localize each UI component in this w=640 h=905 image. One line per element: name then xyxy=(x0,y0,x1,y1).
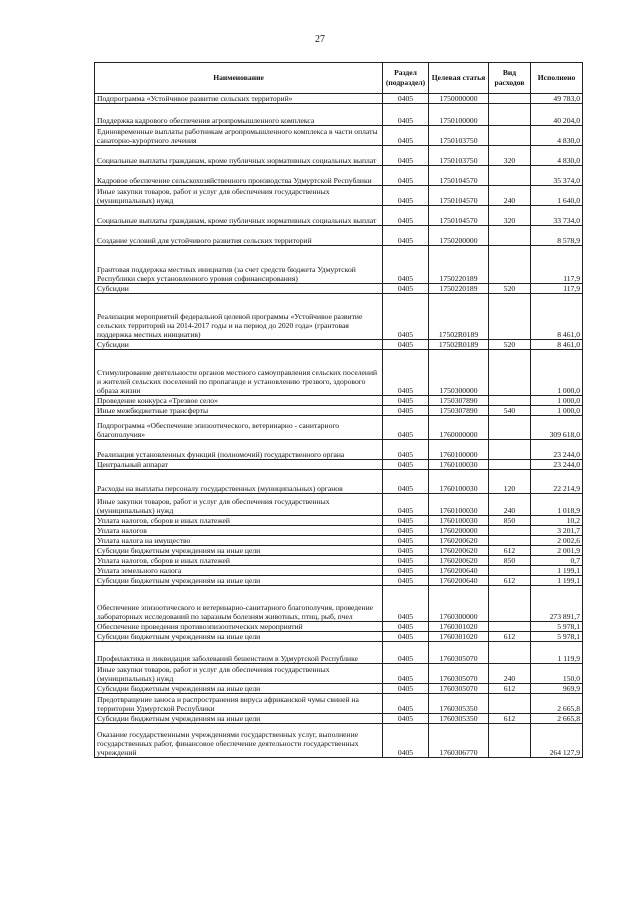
row-executed-cell: 1 000,0 xyxy=(531,350,583,396)
row-target-cell: 1760200620 xyxy=(429,536,489,546)
table-row xyxy=(95,416,583,440)
row-executed-cell: 2 665,8 xyxy=(531,714,583,724)
row-section-cell: 0405 xyxy=(383,622,429,632)
row-expense-type-cell xyxy=(489,566,531,576)
header-name: Наименование xyxy=(95,63,383,94)
row-executed-cell: 1 199,1 xyxy=(531,576,583,586)
table-row xyxy=(95,396,583,406)
row-executed-cell: 49 783,0 xyxy=(531,94,583,104)
row-executed-cell: 2 002,6 xyxy=(531,536,583,546)
table-row xyxy=(95,556,583,566)
row-target-cell: 1760100030 xyxy=(429,460,489,470)
row-section-cell: 0405 xyxy=(383,294,429,340)
row-section-cell: 0405 xyxy=(383,684,429,694)
row-section-cell: 0405 xyxy=(383,724,429,758)
row-name-cell: Иные закупки товаров, работ и услуг для обеспечения государственных (муниципальных) нужд xyxy=(95,186,383,206)
row-name-cell: Предотвращение заноса и распространения вируса африканской чумы свиней на территории Удмуртской Республики xyxy=(95,694,383,714)
table-row xyxy=(95,186,583,206)
table-row xyxy=(95,166,583,186)
header-target: Целевая статья xyxy=(429,63,489,94)
row-section-cell: 0405 xyxy=(383,470,429,494)
row-name-cell: Единовременные выплаты работникам агропромышленного комплекса в части оплаты санаторно-курортного лечения xyxy=(95,126,383,146)
row-expense-type-cell xyxy=(489,586,531,622)
row-target-cell: 1750220189 xyxy=(429,246,489,284)
row-executed-cell: 8 578,9 xyxy=(531,226,583,246)
row-section-cell: 0405 xyxy=(383,494,429,516)
row-name-cell: Субсидии бюджетным учреждениям на иные цели xyxy=(95,632,383,642)
row-executed-cell: 264 127,9 xyxy=(531,724,583,758)
table-row xyxy=(95,226,583,246)
row-target-cell: 1750100000 xyxy=(429,104,489,126)
row-section-cell: 0405 xyxy=(383,526,429,536)
row-executed-cell: 5 978,1 xyxy=(531,622,583,632)
row-expense-type-cell: 240 xyxy=(489,664,531,684)
row-section-cell: 0405 xyxy=(383,206,429,226)
table-row xyxy=(95,146,583,166)
row-executed-cell: 4 830,0 xyxy=(531,126,583,146)
table-row xyxy=(95,694,583,714)
row-name-cell: Подпрограмма «Обеспечение эпизоотического, ветеринарно - санитарного благополучия» xyxy=(95,416,383,440)
table-body xyxy=(95,94,583,758)
table-row xyxy=(95,460,583,470)
row-target-cell: 1750200000 xyxy=(429,226,489,246)
table-row xyxy=(95,104,583,126)
table-row xyxy=(95,724,583,758)
row-expense-type-cell: 120 xyxy=(489,470,531,494)
row-name-cell: Субсидии xyxy=(95,284,383,294)
row-name-cell: Создание условий для устойчивого развития сельских территорий xyxy=(95,226,383,246)
row-section-cell: 0405 xyxy=(383,104,429,126)
row-executed-cell: 309 618,0 xyxy=(531,416,583,440)
row-executed-cell: 150,0 xyxy=(531,664,583,684)
table-row xyxy=(95,294,583,340)
row-target-cell: 1760305350 xyxy=(429,694,489,714)
row-executed-cell: 1 640,0 xyxy=(531,186,583,206)
row-target-cell: 1760300000 xyxy=(429,586,489,622)
row-target-cell: 1760200640 xyxy=(429,576,489,586)
row-target-cell: 1750103750 xyxy=(429,146,489,166)
row-target-cell: 1760100000 xyxy=(429,440,489,460)
row-executed-cell: 23 244,0 xyxy=(531,460,583,470)
row-section-cell: 0405 xyxy=(383,694,429,714)
row-target-cell: 1760200000 xyxy=(429,526,489,536)
row-name-cell: Уплата налога на имущество xyxy=(95,536,383,546)
row-name-cell: Реализация мероприятий федеральной целевой программы «Устойчивое развитие сельских территорий на 2014-2017 годы и на период до 2020 года» (грантовая поддержка местных инициатив) xyxy=(95,294,383,340)
row-expense-type-cell: 612 xyxy=(489,546,531,556)
row-section-cell: 0405 xyxy=(383,350,429,396)
row-name-cell: Уплата налогов, сборов и иных платежей xyxy=(95,516,383,526)
row-name-cell: Субсидии бюджетным учреждениям на иные цели xyxy=(95,714,383,724)
table-row xyxy=(95,516,583,526)
row-executed-cell: 3 201,7 xyxy=(531,526,583,536)
row-section-cell: 0405 xyxy=(383,126,429,146)
row-section-cell: 0405 xyxy=(383,284,429,294)
row-name-cell: Оказание государственными учреждениями государственных услуг, выполнение государственных работ, финансовое обеспечение деятельности государственных учреждений xyxy=(95,724,383,758)
row-name-cell: Обеспечение проведения противоэпизоотических мероприятий xyxy=(95,622,383,632)
row-target-cell: 1750220189 xyxy=(429,284,489,294)
row-expense-type-cell: 850 xyxy=(489,556,531,566)
row-executed-cell: 40 204,0 xyxy=(531,104,583,126)
row-section-cell: 0405 xyxy=(383,546,429,556)
row-expense-type-cell xyxy=(489,694,531,714)
header-section: Раздел (подраздел) xyxy=(383,63,429,94)
row-name-cell: Субсидии бюджетным учреждениям на иные цели xyxy=(95,576,383,586)
row-target-cell: 17502R0189 xyxy=(429,294,489,340)
row-name-cell: Реализация установленных функций (полномочий) государственного органа xyxy=(95,440,383,460)
table-header-row xyxy=(95,63,583,94)
row-target-cell: 1760305070 xyxy=(429,642,489,664)
table-row xyxy=(95,406,583,416)
row-name-cell: Уплата налогов xyxy=(95,526,383,536)
row-section-cell: 0405 xyxy=(383,406,429,416)
row-executed-cell: 8 461,0 xyxy=(531,294,583,340)
row-expense-type-cell xyxy=(489,526,531,536)
table-row xyxy=(95,622,583,632)
page-number: 27 xyxy=(315,34,325,45)
row-name-cell: Расходы на выплаты персоналу государственных (муниципальных) органов xyxy=(95,470,383,494)
row-name-cell: Кадровое обеспечение сельскохозяйственного производства Удмуртской Республики xyxy=(95,166,383,186)
row-section-cell: 0405 xyxy=(383,340,429,350)
row-executed-cell: 10,2 xyxy=(531,516,583,526)
row-executed-cell: 8 461,0 xyxy=(531,340,583,350)
row-section-cell: 0405 xyxy=(383,642,429,664)
table-row xyxy=(95,526,583,536)
row-executed-cell: 0,7 xyxy=(531,556,583,566)
row-name-cell: Подпрограмма «Устойчивое развитие сельских территорий» xyxy=(95,94,383,104)
table-row xyxy=(95,350,583,396)
row-section-cell: 0405 xyxy=(383,186,429,206)
row-section-cell: 0405 xyxy=(383,416,429,440)
row-target-cell: 1760305070 xyxy=(429,684,489,694)
row-executed-cell: 1 199,1 xyxy=(531,566,583,576)
row-target-cell: 1760200620 xyxy=(429,556,489,566)
row-expense-type-cell xyxy=(489,440,531,460)
row-executed-cell: 23 244,0 xyxy=(531,440,583,460)
table-row xyxy=(95,546,583,556)
row-name-cell: Уплата земельного налога xyxy=(95,566,383,576)
row-target-cell: 1750000000 xyxy=(429,94,489,104)
row-section-cell: 0405 xyxy=(383,516,429,526)
row-target-cell: 1750307890 xyxy=(429,406,489,416)
row-expense-type-cell: 320 xyxy=(489,146,531,166)
row-name-cell: Субсидии бюджетным учреждениям на иные цели xyxy=(95,684,383,694)
table-row xyxy=(95,284,583,294)
row-target-cell: 1760100030 xyxy=(429,470,489,494)
row-expense-type-cell xyxy=(489,416,531,440)
header-executed: Исполнено xyxy=(531,63,583,94)
row-target-cell: 1760301020 xyxy=(429,632,489,642)
row-executed-cell: 33 734,0 xyxy=(531,206,583,226)
row-section-cell: 0405 xyxy=(383,396,429,406)
row-expense-type-cell: 540 xyxy=(489,406,531,416)
row-executed-cell: 117,9 xyxy=(531,246,583,284)
budget-table xyxy=(94,62,583,758)
row-expense-type-cell xyxy=(489,246,531,284)
row-executed-cell: 4 830,0 xyxy=(531,146,583,166)
row-executed-cell: 1 119,9 xyxy=(531,642,583,664)
table-row xyxy=(95,576,583,586)
row-name-cell: Социальные выплаты гражданам, кроме публичных нормативных социальных выплат xyxy=(95,206,383,226)
row-section-cell: 0405 xyxy=(383,576,429,586)
row-expense-type-cell xyxy=(489,226,531,246)
row-executed-cell: 273 891,7 xyxy=(531,586,583,622)
row-expense-type-cell: 240 xyxy=(489,186,531,206)
row-name-cell: Субсидии бюджетным учреждениям на иные цели xyxy=(95,546,383,556)
row-expense-type-cell: 520 xyxy=(489,284,531,294)
row-expense-type-cell: 612 xyxy=(489,576,531,586)
row-expense-type-cell: 850 xyxy=(489,516,531,526)
table-row xyxy=(95,126,583,146)
table-row xyxy=(95,586,583,622)
row-target-cell: 1750307890 xyxy=(429,396,489,406)
row-name-cell: Социальные выплаты гражданам, кроме публичных нормативных социальных выплат xyxy=(95,146,383,166)
row-name-cell: Обеспечение эпизоотического и ветеринарно-санитарного благополучия, проведение лабораторных исследований по заразным болезням животных, птиц, рыб, пчел xyxy=(95,586,383,622)
row-section-cell: 0405 xyxy=(383,566,429,576)
row-executed-cell: 969,9 xyxy=(531,684,583,694)
row-name-cell: Иные закупки товаров, работ и услуг для обеспечения государственных (муниципальных) нужд xyxy=(95,664,383,684)
row-section-cell: 0405 xyxy=(383,226,429,246)
row-section-cell: 0405 xyxy=(383,94,429,104)
row-executed-cell: 5 978,1 xyxy=(531,632,583,642)
row-expense-type-cell: 240 xyxy=(489,494,531,516)
row-expense-type-cell xyxy=(489,126,531,146)
row-expense-type-cell xyxy=(489,294,531,340)
row-name-cell: Иные закупки товаров, работ и услуг для обеспечения государственных (муниципальных) нужд xyxy=(95,494,383,516)
row-name-cell: Поддержка кадрового обеспечения агропромышленного комплекса xyxy=(95,104,383,126)
row-section-cell: 0405 xyxy=(383,146,429,166)
table-row xyxy=(95,340,583,350)
row-expense-type-cell xyxy=(489,460,531,470)
row-name-cell: Субсидии xyxy=(95,340,383,350)
row-section-cell: 0405 xyxy=(383,714,429,724)
row-target-cell: 1760301020 xyxy=(429,622,489,632)
row-executed-cell: 35 374,0 xyxy=(531,166,583,186)
row-target-cell: 1750300000 xyxy=(429,350,489,396)
row-executed-cell: 2 665,8 xyxy=(531,694,583,714)
table-row xyxy=(95,246,583,284)
row-expense-type-cell xyxy=(489,642,531,664)
row-name-cell: Иные межбюджетные трансферты xyxy=(95,406,383,416)
row-name-cell: Профилактика и ликвидация заболеваний бешенством в Удмуртской Республике xyxy=(95,642,383,664)
table-row xyxy=(95,664,583,684)
row-name-cell: Уплата налогов, сборов и иных платежей xyxy=(95,556,383,566)
row-target-cell: 1760100030 xyxy=(429,516,489,526)
row-section-cell: 0405 xyxy=(383,664,429,684)
row-target-cell: 1760306770 xyxy=(429,724,489,758)
table-row xyxy=(95,94,583,104)
row-name-cell: Центральный аппарат xyxy=(95,460,383,470)
table-row xyxy=(95,440,583,460)
row-name-cell: Грантовая поддержка местных инициатив (за счет средств бюджета Удмуртской Республики сверх установленного уровня софинансирования) xyxy=(95,246,383,284)
row-section-cell: 0405 xyxy=(383,460,429,470)
header-expense-type: Вид расходов xyxy=(489,63,531,94)
row-target-cell: 1750103750 xyxy=(429,126,489,146)
row-executed-cell: 117,9 xyxy=(531,284,583,294)
row-executed-cell: 1 000,0 xyxy=(531,406,583,416)
row-executed-cell: 2 001,9 xyxy=(531,546,583,556)
row-executed-cell: 1 000,0 xyxy=(531,396,583,406)
row-target-cell: 1760200640 xyxy=(429,566,489,576)
row-section-cell: 0405 xyxy=(383,536,429,546)
row-expense-type-cell: 520 xyxy=(489,340,531,350)
row-expense-type-cell: 320 xyxy=(489,206,531,226)
row-target-cell: 1750104570 xyxy=(429,186,489,206)
row-executed-cell: 1 018,9 xyxy=(531,494,583,516)
row-expense-type-cell: 612 xyxy=(489,684,531,694)
row-target-cell: 17502R0189 xyxy=(429,340,489,350)
row-section-cell: 0405 xyxy=(383,440,429,460)
table-row xyxy=(95,470,583,494)
table-row xyxy=(95,206,583,226)
row-target-cell: 1750104570 xyxy=(429,206,489,226)
row-section-cell: 0405 xyxy=(383,586,429,622)
table-row xyxy=(95,714,583,724)
row-section-cell: 0405 xyxy=(383,166,429,186)
row-target-cell: 1760000000 xyxy=(429,416,489,440)
row-expense-type-cell xyxy=(489,396,531,406)
row-section-cell: 0405 xyxy=(383,556,429,566)
row-expense-type-cell xyxy=(489,536,531,546)
row-executed-cell: 22 214,9 xyxy=(531,470,583,494)
row-expense-type-cell xyxy=(489,166,531,186)
row-expense-type-cell xyxy=(489,724,531,758)
table-row xyxy=(95,642,583,664)
row-name-cell: Стимулирование деятельности органов местного самоуправления сельских поселений и жителей сельских поселений по пропаганде и установлению трезвого, здорового образа жизни xyxy=(95,350,383,396)
row-section-cell: 0405 xyxy=(383,246,429,284)
table-row xyxy=(95,536,583,546)
table-row xyxy=(95,566,583,576)
row-expense-type-cell xyxy=(489,350,531,396)
row-expense-type-cell: 612 xyxy=(489,632,531,642)
row-section-cell: 0405 xyxy=(383,632,429,642)
row-expense-type-cell xyxy=(489,94,531,104)
table-row xyxy=(95,684,583,694)
table-row xyxy=(95,632,583,642)
row-target-cell: 1750104570 xyxy=(429,166,489,186)
row-expense-type-cell xyxy=(489,622,531,632)
table-row xyxy=(95,494,583,516)
row-target-cell: 1760305070 xyxy=(429,664,489,684)
row-expense-type-cell xyxy=(489,104,531,126)
row-expense-type-cell: 612 xyxy=(489,714,531,724)
row-target-cell: 1760305350 xyxy=(429,714,489,724)
row-name-cell: Проведение конкурса «Трезвое село» xyxy=(95,396,383,406)
row-target-cell: 1760200620 xyxy=(429,546,489,556)
row-target-cell: 1760100030 xyxy=(429,494,489,516)
